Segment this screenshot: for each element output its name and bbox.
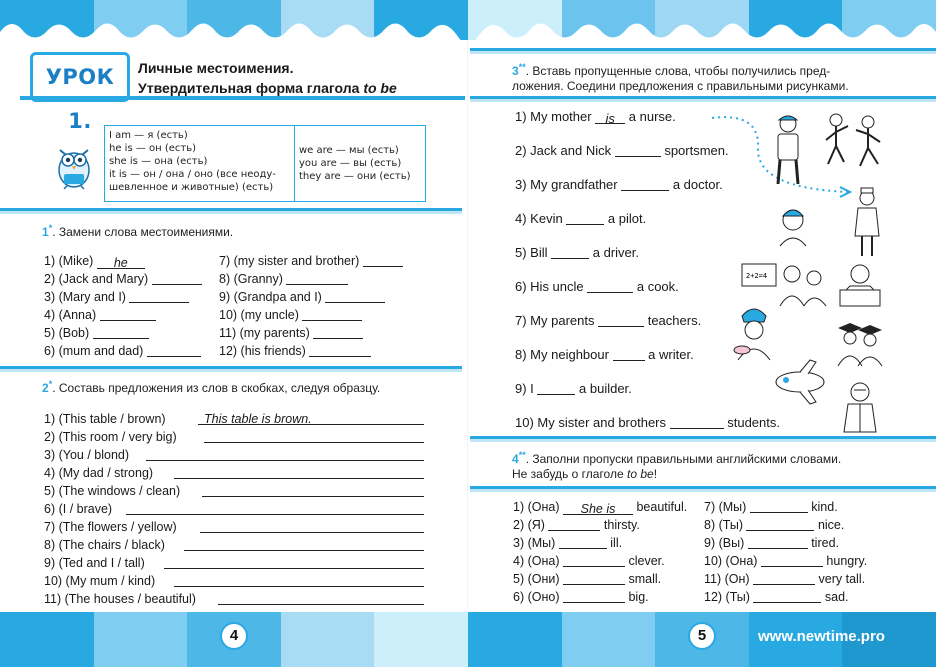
task3-item bbox=[515, 245, 639, 260]
task4-item-label: 10) (Она) bbox=[704, 554, 758, 568]
lesson-underline bbox=[20, 96, 465, 100]
task1-item-label: 12) (his friends) bbox=[219, 344, 306, 358]
answer-line[interactable] bbox=[218, 592, 424, 605]
task4-item-word: ill. bbox=[610, 536, 623, 550]
task1-item-label: 7) (my sister and brother) bbox=[219, 254, 360, 268]
answer-blank[interactable] bbox=[363, 254, 403, 267]
pronoun-row: they are — они (есть) bbox=[299, 171, 411, 182]
task3-item bbox=[515, 109, 676, 124]
teachers-figure-icon bbox=[740, 260, 830, 310]
answer-blank[interactable] bbox=[152, 272, 202, 285]
section-divider bbox=[0, 366, 462, 372]
task4-item bbox=[513, 572, 661, 586]
task4-item-word: clever. bbox=[628, 554, 665, 568]
task1-item bbox=[44, 344, 201, 358]
task4-item-word: sad. bbox=[824, 590, 849, 604]
task4-item-label: 1) (Она) bbox=[513, 500, 560, 514]
task1-item-label: 10) (my uncle) bbox=[219, 308, 299, 322]
task4-item bbox=[513, 590, 649, 604]
answer-blank[interactable] bbox=[621, 178, 669, 191]
task4-item-word: very tall. bbox=[818, 572, 866, 586]
task4-item bbox=[704, 554, 867, 568]
task1-item-label: 8) (Granny) bbox=[219, 272, 283, 286]
task4-item-label: 9) (Вы) bbox=[704, 536, 745, 550]
task1-item bbox=[44, 272, 202, 286]
task3-item-post: teachers. bbox=[644, 313, 702, 328]
answer-blank[interactable] bbox=[325, 290, 385, 303]
section-divider bbox=[470, 96, 936, 102]
task2-item-label: 3) (You / blond) bbox=[44, 448, 130, 462]
task4-item bbox=[513, 500, 687, 515]
pronoun-col-singular bbox=[105, 126, 295, 201]
task1-number: 1* bbox=[42, 223, 53, 239]
task2-item-label: 8) (The chairs / black) bbox=[44, 538, 165, 552]
builder-figure-icon bbox=[768, 112, 808, 188]
task1-item bbox=[44, 326, 149, 340]
task3-item-pre: 10) My sister and brothers bbox=[515, 415, 670, 430]
task4-item-word: nice. bbox=[817, 518, 845, 532]
task2-item-label: 11) (The houses / beautiful) bbox=[44, 592, 196, 606]
answer-line[interactable] bbox=[174, 466, 424, 479]
task4-item-label: 7) (Мы) bbox=[704, 500, 747, 514]
task4-item-label: 12) (Ты) bbox=[704, 590, 750, 604]
task1-item bbox=[219, 308, 362, 322]
task3-item-pre: 5) Bill bbox=[515, 245, 552, 260]
pronoun-row: it is — он / она / оно (все неоду- bbox=[109, 169, 276, 180]
task1-item bbox=[219, 254, 403, 268]
task4-item-word: hungry. bbox=[826, 554, 868, 568]
task3-item-pre: 1) My mother bbox=[515, 109, 596, 124]
answer-line[interactable] bbox=[204, 430, 424, 443]
task1-item-label: 6) (mum and dad) bbox=[44, 344, 144, 358]
pronoun-row: he is — он (есть) bbox=[109, 143, 197, 154]
task2-item bbox=[44, 448, 129, 462]
answer-blank[interactable] bbox=[551, 246, 589, 259]
task4-item bbox=[704, 536, 839, 550]
task3-item-post: a builder. bbox=[575, 381, 632, 396]
task4-item-word: beautiful. bbox=[636, 500, 688, 514]
task1-item-label: 4) (Anna) bbox=[44, 308, 97, 322]
answer-blank[interactable] bbox=[537, 382, 575, 395]
task3-item-post: sportsmen. bbox=[660, 143, 729, 158]
task3-item-pre: 4) Kevin bbox=[515, 211, 567, 226]
answer-blank[interactable] bbox=[598, 314, 644, 327]
task3-item bbox=[515, 143, 729, 158]
task4-item-word: tired. bbox=[811, 536, 839, 550]
section-divider bbox=[470, 486, 936, 492]
task4-item bbox=[513, 518, 640, 532]
lesson-label: УРОК 1. bbox=[45, 65, 115, 133]
task2-item bbox=[44, 484, 180, 498]
answer-blank[interactable] bbox=[97, 256, 145, 269]
answer-line[interactable] bbox=[174, 574, 424, 587]
task1-item bbox=[219, 272, 348, 286]
lesson-badge bbox=[30, 52, 130, 133]
task4-item bbox=[513, 536, 622, 550]
task3-heading: 3**. Вставь пропущенные слова, чтобы получились пред- ложения. Соедини предложения с правильными рисунками. bbox=[512, 62, 849, 93]
task4-item-label: 11) (Он) bbox=[704, 572, 750, 586]
website-link[interactable]: www.newtime.pro bbox=[758, 628, 885, 645]
students-figure-icon bbox=[832, 318, 888, 368]
pronoun-col-plural bbox=[295, 126, 425, 201]
lesson-title-line2: Утвердительная форма глагола to be bbox=[138, 80, 397, 96]
task3-item bbox=[515, 381, 632, 396]
task4-item-label: 4) (Она) bbox=[513, 554, 560, 568]
task4-item bbox=[704, 590, 849, 604]
pronoun-row: I am — я (есть) bbox=[109, 130, 188, 141]
task3-item-post: a cook. bbox=[633, 279, 679, 294]
answer-blank[interactable] bbox=[286, 272, 348, 285]
answer-line[interactable] bbox=[198, 412, 424, 425]
task1-item-label: 5) (Bob) bbox=[44, 326, 90, 340]
task4-item-label: 2) (Я) bbox=[513, 518, 545, 532]
answer-blank[interactable] bbox=[753, 572, 815, 585]
task3-item-post: a driver. bbox=[589, 245, 639, 260]
task2-item-label: 10) (My mum / kind) bbox=[44, 574, 156, 588]
task3-item-pre: 8) My neighbour bbox=[515, 347, 613, 362]
pronoun-row: we are — мы (есть) bbox=[299, 145, 399, 156]
task3-item bbox=[515, 313, 701, 328]
task2-number: 2* bbox=[42, 379, 53, 395]
task3-item bbox=[515, 211, 646, 226]
task4-item-label: 6) (Оно) bbox=[513, 590, 560, 604]
task3-item-post: students. bbox=[723, 415, 780, 430]
task4-item bbox=[704, 518, 844, 532]
task4-number: 4** bbox=[512, 450, 526, 466]
answer-blank[interactable] bbox=[563, 502, 633, 515]
task4-item-label: 5) (Они) bbox=[513, 572, 560, 586]
example-answer: is bbox=[605, 111, 615, 126]
answer-blank[interactable] bbox=[750, 500, 808, 513]
task1-heading: 1*. Замени слова местоимениями. bbox=[42, 223, 234, 239]
sportsmen-figures-icon bbox=[822, 112, 888, 170]
task4-item-word: thirsty. bbox=[603, 518, 640, 532]
task3-number: 3** bbox=[512, 62, 526, 78]
page-number-right: 5 bbox=[688, 622, 716, 650]
task2-item-label: 5) (The windows / clean) bbox=[44, 484, 181, 498]
answer-line[interactable] bbox=[202, 484, 424, 497]
task2-item bbox=[44, 430, 177, 444]
owl-mascot-icon bbox=[50, 140, 98, 190]
plane-figure-icon bbox=[770, 358, 832, 406]
doctor-figure-icon bbox=[836, 378, 884, 434]
example-answer: She is bbox=[580, 502, 616, 516]
task4-item-word: small. bbox=[628, 572, 662, 586]
answer-blank[interactable] bbox=[563, 554, 625, 567]
section-divider bbox=[470, 436, 936, 442]
answer-blank[interactable] bbox=[595, 111, 625, 124]
task1-item bbox=[44, 254, 145, 269]
task1-item-label: 3) (Mary and I) bbox=[44, 290, 126, 304]
answer-blank[interactable] bbox=[563, 590, 625, 603]
task2-item-label: 4) (My dad / strong) bbox=[44, 466, 154, 480]
answer-blank[interactable] bbox=[587, 280, 633, 293]
pilot-figure-icon bbox=[776, 204, 810, 248]
task1-item-label: 1) (Mike) bbox=[44, 254, 94, 268]
answer-blank[interactable] bbox=[129, 290, 189, 303]
answer-blank[interactable] bbox=[746, 518, 814, 531]
task3-item-pre: 3) My grandfather bbox=[515, 177, 622, 192]
task3-item bbox=[515, 347, 694, 362]
cook-figure-icon bbox=[730, 306, 778, 362]
task2-item-label: 1) (This table / brown) bbox=[44, 412, 166, 426]
task3-item bbox=[515, 415, 780, 430]
answer-blank[interactable] bbox=[147, 344, 201, 357]
task4-item-label: 3) (Мы) bbox=[513, 536, 556, 550]
task2-item-label: 7) (The flowers / yellow) bbox=[44, 520, 177, 534]
task2-item bbox=[44, 466, 153, 480]
task1-item bbox=[44, 290, 189, 304]
task2-item bbox=[44, 556, 145, 570]
answer-blank[interactable] bbox=[615, 144, 661, 157]
task3-item-post: a doctor. bbox=[669, 177, 723, 192]
task3-item-post: a writer. bbox=[644, 347, 694, 362]
task4-item bbox=[704, 572, 865, 586]
answer-blank[interactable] bbox=[548, 518, 600, 531]
section-divider bbox=[0, 208, 462, 214]
section-divider bbox=[470, 48, 936, 54]
page-number-left: 4 bbox=[220, 622, 248, 650]
answer-blank[interactable] bbox=[313, 326, 363, 339]
answer-blank[interactable] bbox=[100, 308, 156, 321]
pronoun-row: шевленное и животные) (есть) bbox=[109, 182, 274, 193]
task3-item-pre: 2) Jack and Nick bbox=[515, 143, 615, 158]
task1-item-label: 11) (my parents) bbox=[219, 326, 310, 340]
task2-item-label: 9) (Ted and I / tall) bbox=[44, 556, 145, 570]
task3-item-post: a pilot. bbox=[604, 211, 647, 226]
answer-blank[interactable] bbox=[93, 326, 149, 339]
answer-blank[interactable] bbox=[748, 536, 808, 549]
answer-line[interactable] bbox=[164, 556, 424, 569]
task4-item bbox=[704, 500, 838, 514]
task4-heading: 4**. Заполни пропуски правильными английскими словами. Не забудь о глаголе to be! bbox=[512, 450, 842, 481]
nurse-figure-icon bbox=[852, 186, 882, 260]
task1-item bbox=[219, 326, 363, 340]
task2-item bbox=[44, 538, 165, 552]
task4-item bbox=[513, 554, 665, 568]
task3-item-pre: 9) I bbox=[515, 381, 538, 396]
task1-item bbox=[219, 344, 371, 358]
answer-line[interactable] bbox=[184, 538, 424, 551]
task1-item-label: 2) (Jack and Mary) bbox=[44, 272, 149, 286]
answer-blank[interactable] bbox=[566, 212, 604, 225]
task4-item-word: kind. bbox=[811, 500, 838, 514]
answer-blank[interactable] bbox=[753, 590, 821, 603]
task3-item-pre: 6) His uncle bbox=[515, 279, 588, 294]
example-answer: he bbox=[113, 256, 128, 270]
task2-item bbox=[44, 592, 196, 606]
answer-blank[interactable] bbox=[761, 554, 823, 567]
example-answer: This table is brown. bbox=[204, 412, 312, 426]
task3-item-pre: 7) My parents bbox=[515, 313, 599, 328]
answer-blank[interactable] bbox=[309, 344, 371, 357]
spine bbox=[467, 40, 468, 610]
answer-line[interactable] bbox=[200, 520, 424, 533]
top-wave-decor bbox=[0, 14, 936, 50]
pronoun-row: she is — она (есть) bbox=[109, 156, 208, 167]
task1-item bbox=[219, 290, 385, 304]
answer-blank[interactable] bbox=[563, 572, 625, 585]
lesson-title-line1: Личные местоимения. bbox=[138, 60, 294, 76]
task1-item-label: 9) (Grandpa and I) bbox=[219, 290, 322, 304]
answer-blank[interactable] bbox=[613, 348, 645, 361]
answer-blank[interactable] bbox=[559, 536, 607, 549]
task3-item bbox=[515, 177, 723, 192]
task2-item bbox=[44, 574, 155, 588]
lesson-title bbox=[138, 58, 397, 98]
task2-item bbox=[44, 502, 112, 516]
answer-line[interactable] bbox=[146, 448, 424, 461]
answer-line[interactable] bbox=[126, 502, 424, 515]
task3-item-post: a nurse. bbox=[625, 109, 676, 124]
task2-item-label: 2) (This room / very big) bbox=[44, 430, 177, 444]
task2-heading: 2*. Составь предложения из слов в скобках, следуя образцу. bbox=[42, 379, 381, 395]
pronoun-table bbox=[104, 125, 426, 202]
task2-item-label: 6) (I / brave) bbox=[44, 502, 113, 516]
task1-item bbox=[44, 308, 156, 322]
answer-blank[interactable] bbox=[302, 308, 362, 321]
task4-item-label: 8) (Ты) bbox=[704, 518, 743, 532]
task2-item bbox=[44, 520, 177, 534]
answer-blank[interactable] bbox=[670, 416, 724, 429]
task2-item bbox=[44, 412, 312, 426]
task3-item bbox=[515, 279, 679, 294]
pronoun-row: you are — вы (есть) bbox=[299, 158, 402, 169]
writer-figure-icon bbox=[832, 260, 888, 310]
svg-text:2+2=4: 2+2=4 bbox=[746, 272, 768, 280]
task4-item-word: big. bbox=[628, 590, 649, 604]
